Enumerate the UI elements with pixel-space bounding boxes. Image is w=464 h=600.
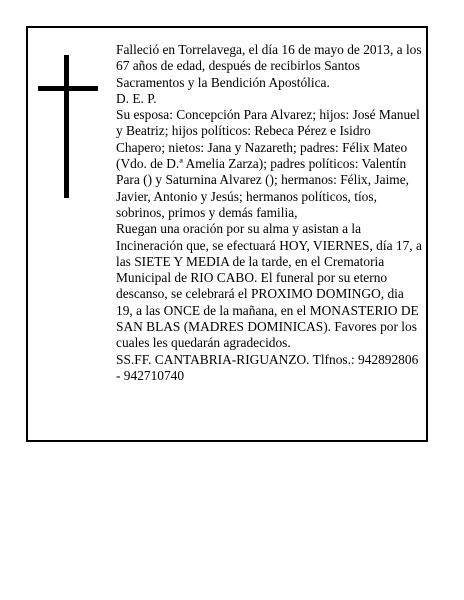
- notice-text: [116, 42, 422, 384]
- rip-line: D. E. P.: [116, 90, 157, 106]
- death-announcement: Falleció en Torrelavega, el día 16 de mayo de 2013, a los 67 años de edad, después de recibirlos Santos Sacramentos y la Bendición Apostólica.: [116, 42, 422, 90]
- cross-beam: [38, 86, 98, 91]
- cross-upright: [64, 55, 69, 198]
- service-details: Ruegan una oración por su alma y asistan a la Incineración que, se efectuará HOY, VIERNES, día 17, a las SIETE Y MEDIA de la tarde, en el Crematoria Municipal de RIO CABO. El funeral por su eterno descanso, se celebrará el PROXIMO DOMINGO, dia 19, a las ONCE de la mañana, en el MONASTERIO DE SAN BLAS (MADRES DOMINICAS). Favores por los cuales les quedarán agradecidos.: [116, 221, 422, 351]
- family-list: Su esposa: Concepción Para Alvarez; hijos: José Manuel y Beatriz; hijos políticos: Rebeca Pérez e Isidro Chapero; nietos: Jana y Nazareth; padres: Félix Mateo (Vdo. de D.ª Amelia Zarza); padres políticos: Valentín Para () y Saturnina Alvarez (); hermanos: Félix, Jaime, Javier, Antonio y Jesús; hermanos políticos, tíos, sobrinos, primos y demás familia,: [116, 107, 420, 220]
- obituary-notice: [26, 26, 428, 442]
- cross-icon: [38, 55, 98, 198]
- funeral-home-contact: SS.FF. CANTABRIA-RIGUANZO. Tlfnos.: 942892806 - 942710740: [116, 351, 419, 383]
